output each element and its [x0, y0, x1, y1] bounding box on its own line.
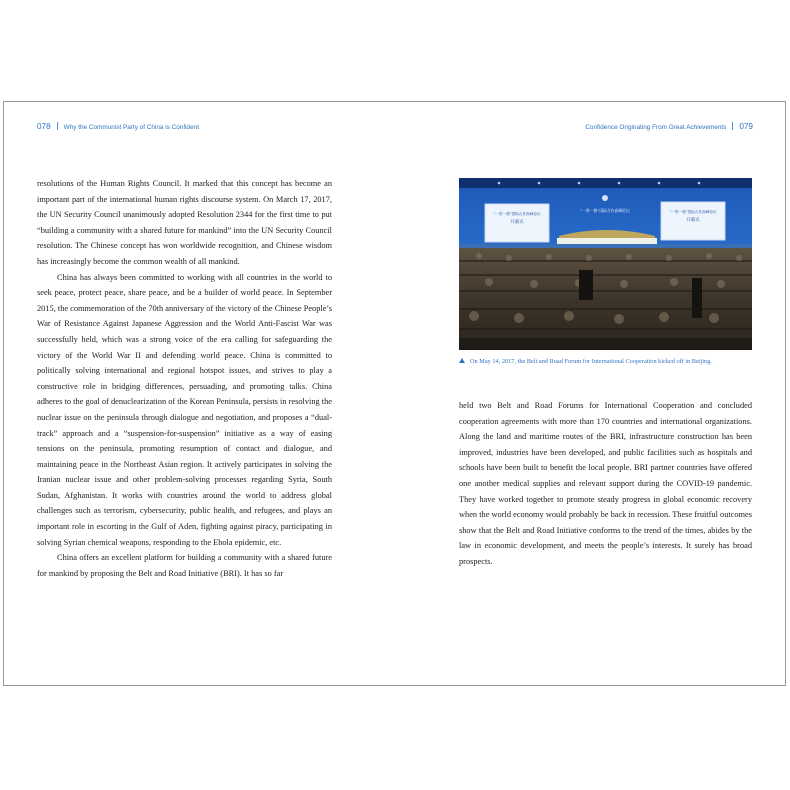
right-running-header: [585, 122, 753, 131]
right-page-number: 079: [739, 122, 753, 131]
paragraph: China has always been committed to working with all countries in the world to seek peace, protect peace, share peace, and be a builder of world peace. In September 2015, the commemoration of the 70th anniversary of the victory of the Chinese People’s War of Resistance Against Japanese Aggression and the World Anti-Fascist War was successfully held, which was a strong voice of the era calling for safeguarding the victory of the World War II and defending world peace. China is committed to politically solving international and regional hotspot issues, and strives to play a constructive role in bridging differences, persuading, and promoting talks. China adheres to the goal of denuclearization of the Korean Peninsula, persists in resolving the nuclear issue on the peninsula through dialogue and negotiation, and proposes a “dual-track” approach and a “suspension-for-suspension” initiative as a way of easing tensions on the peninsula, promoting resumption of contact and dialogue, and maintaining peace in the Northeast Asian region. It actively participates in solving the Iranian nuclear issue and other problem-solving processes regarding Syria, South Sudan, Afghanistan. It works with countries around the world to address global challenges such as terrorism, cybersecurity, public health, and refugees, and plays an important role in escorting in the Gulf of Aden, fighting against piracy, participating in solving Syrian chemical weapons, responding to the Ebola epidemic, etc.: [37, 272, 332, 547]
right-body-text: [459, 398, 752, 570]
right-screen-title: “一带一路”国际合作高峰论坛: [669, 210, 717, 214]
paragraph: held two Belt and Road Forums for International Cooperation and concluded cooperation agreements with more than 170 countries and international organizations. Along the land and maritime routes of the BRI, infrastructure construction has been improved, industries have been developed, and public facilities such as hospitals and schools have been built to benefit the local people. BRI partner countries have offered one another medical supplies and relevant support during the COVID-19 pandemic. They have worked together to promote steady progress in global economic recovery when the world economy would probably be back in recession. These fruitful outcomes show that the Belt and Road Initiative conforms to the trend of the times, abides by the law in economic development, and meets the people’s interests. It surely has broad prospects.: [459, 401, 752, 566]
left-running-header: [37, 122, 199, 131]
header-divider: [732, 122, 733, 130]
forum-photo: [459, 178, 752, 350]
right-header-title: Confidence Originating From Great Achievements: [585, 124, 727, 131]
left-page-number: 078: [37, 122, 51, 131]
triangle-marker-icon: [459, 358, 465, 363]
caption-text: On May 14, 2017, the Belt and Road Forum for International Cooperation kicked off in Beijing.: [470, 358, 712, 365]
photo-caption: [459, 358, 754, 365]
paragraph: resolutions of the Human Rights Council. It marked that this concept has become an important part of the international human rights discourse system. On March 17, 2017, the UN Security Council unanimously adopted Resolution 2344 for the first time to put “building a community with a shared future for mankind” into the UN Security Council resolution. The Chinese concept has won worldwide recognition, and Chinese wisdom has increasingly become the common wealth of all mankind.: [37, 179, 332, 266]
forum-photo-drawing: [459, 178, 752, 350]
left-body-text: [37, 176, 332, 581]
stage-banner-text: “一带一路”国际合作高峰论坛: [580, 208, 630, 213]
paragraph: China offers an excellent platform for building a community with a shared future for mankind by proposing the Belt and Road Initiative (BRI). It has so far: [37, 553, 332, 578]
left-header-title: Why the Communist Party of China is Confident: [63, 124, 199, 131]
left-screen-subtitle: 开幕式: [510, 220, 524, 225]
right-screen-subtitle: 开幕式: [686, 218, 700, 223]
left-screen-title: “一带一路”国际合作高峰论坛: [493, 212, 541, 216]
header-divider: [57, 122, 58, 130]
